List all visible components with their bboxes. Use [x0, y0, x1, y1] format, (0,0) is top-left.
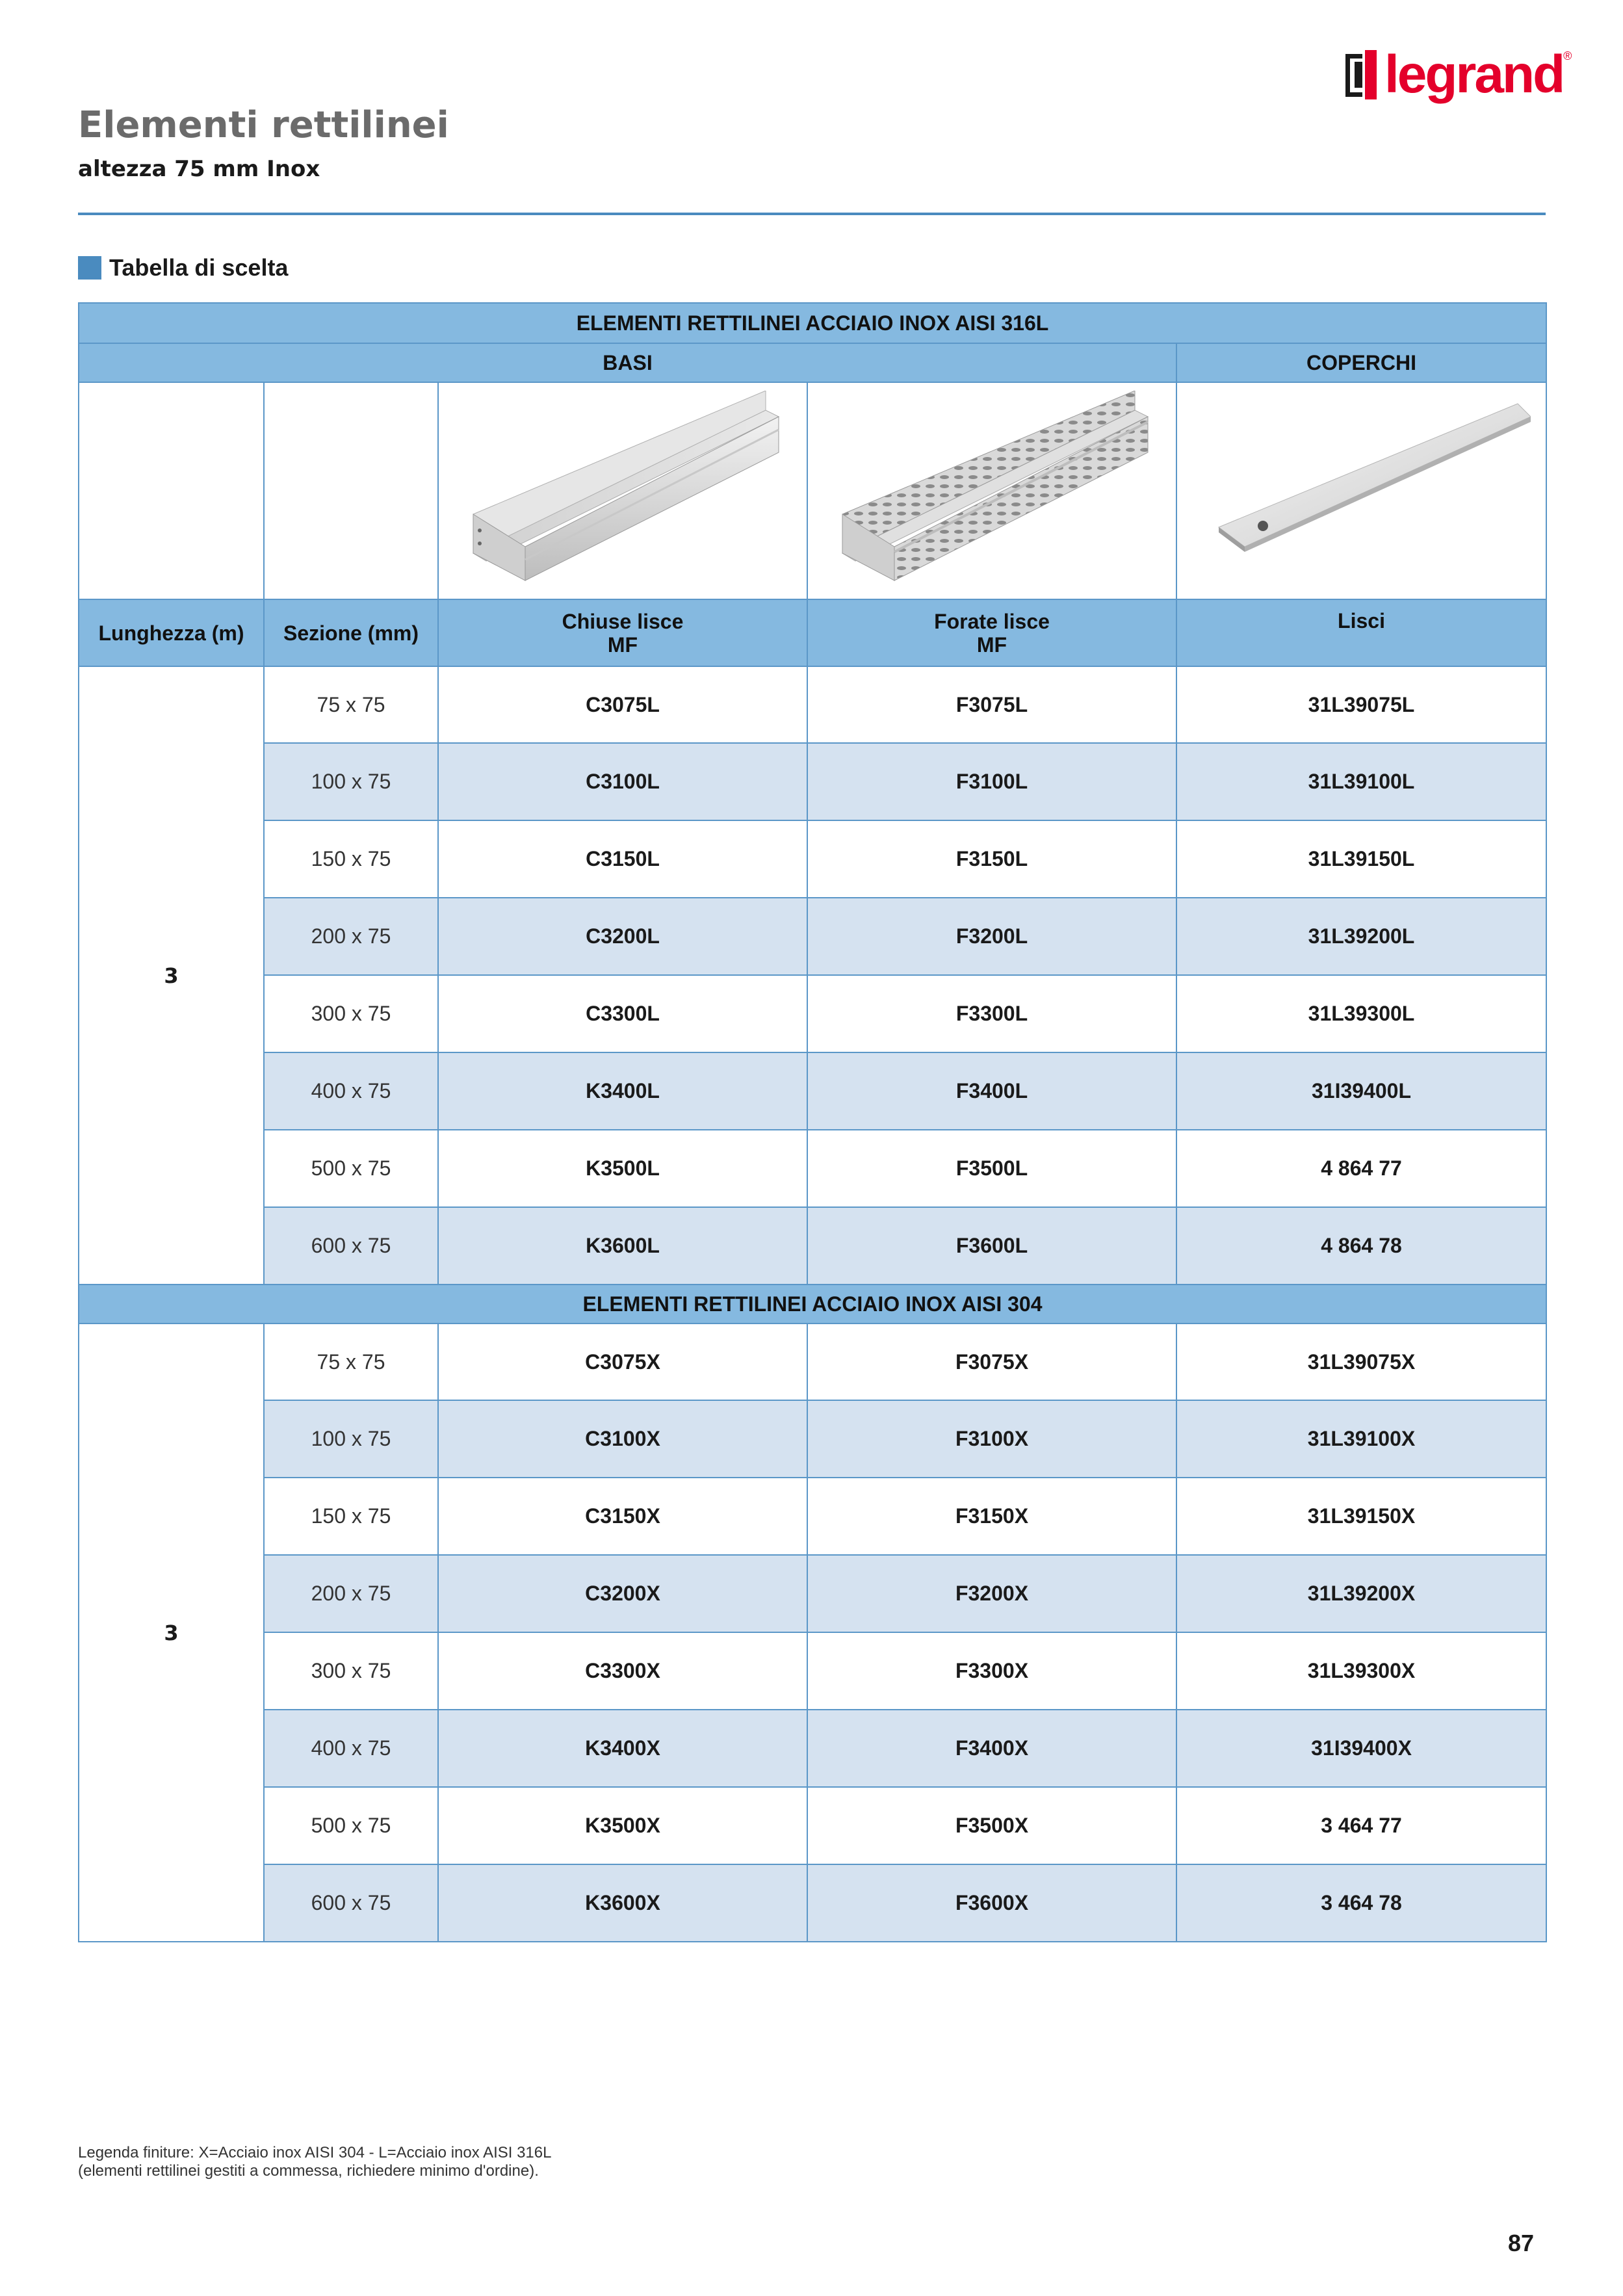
section-square-icon — [78, 256, 101, 280]
sezione-cell: 100 x 75 — [264, 743, 438, 820]
sezione-cell: 300 x 75 — [264, 1632, 438, 1710]
chiuse-code-cell: C3300L — [438, 975, 807, 1052]
forate-code-cell: F3100L — [807, 743, 1176, 820]
lisci-code-cell: 4 864 78 — [1176, 1207, 1546, 1285]
forate-code-cell: F3400X — [807, 1710, 1176, 1787]
chiuse-code-cell: C3200L — [438, 898, 807, 975]
section-label: Tabella di scelta — [109, 254, 289, 281]
table-row — [79, 1787, 1546, 1864]
lisci-code-cell: 31L39300X — [1176, 1632, 1546, 1710]
col-header-lisci: Lisci — [1176, 599, 1546, 666]
chiuse-code-cell: C3075X — [438, 1324, 807, 1400]
table-row — [79, 898, 1546, 975]
table-row — [79, 975, 1546, 1052]
lisci-code-cell: 3 464 77 — [1176, 1787, 1546, 1864]
sezione-cell: 500 x 75 — [264, 1787, 438, 1864]
chiuse-code-cell: K3600X — [438, 1864, 807, 1942]
lunghezza-cell: 3 — [79, 666, 264, 1285]
page-number: 87 — [1508, 2230, 1535, 2256]
sezione-cell: 200 x 75 — [264, 898, 438, 975]
sezione-cell: 600 x 75 — [264, 1207, 438, 1285]
sezione-cell: 300 x 75 — [264, 975, 438, 1052]
table-row — [79, 1052, 1546, 1130]
lisci-code-cell: 31L39300L — [1176, 975, 1546, 1052]
sezione-cell: 100 x 75 — [264, 1400, 438, 1478]
col-header-chiuse-lisce — [438, 599, 807, 666]
table-row — [79, 1632, 1546, 1710]
table-row — [79, 1400, 1546, 1478]
forate-code-cell: F3200L — [807, 898, 1176, 975]
forate-code-cell: F3600L — [807, 1207, 1176, 1285]
sezione-cell: 600 x 75 — [264, 1864, 438, 1942]
chiuse-code-cell: C3075L — [438, 666, 807, 743]
image-row-empty-cell — [264, 382, 438, 599]
sezione-cell: 75 x 75 — [264, 1324, 438, 1400]
lisci-code-cell: 4 864 77 — [1176, 1130, 1546, 1207]
chiuse-code-cell: K3500X — [438, 1787, 807, 1864]
closed-cable-tray-image — [454, 391, 792, 586]
forate-code-cell: F3150X — [807, 1478, 1176, 1555]
forate-code-cell: F3600X — [807, 1864, 1176, 1942]
chiuse-code-cell: K3400X — [438, 1710, 807, 1787]
chiuse-code-cell: C3150L — [438, 820, 807, 898]
selection-table — [78, 302, 1547, 1942]
forate-code-cell: F3400L — [807, 1052, 1176, 1130]
table-row — [79, 1207, 1546, 1285]
col-header-forate-line2: MF — [976, 633, 1007, 657]
perforated-tray-image — [807, 382, 1176, 599]
sezione-cell: 500 x 75 — [264, 1130, 438, 1207]
sezione-cell: 75 x 75 — [264, 666, 438, 743]
forate-code-cell: F3500L — [807, 1130, 1176, 1207]
coperchi-header: COPERCHI — [1176, 343, 1546, 382]
lisci-code-cell: 31L39075L — [1176, 666, 1546, 743]
brand-registered-mark: ® — [1563, 49, 1572, 62]
chiuse-code-cell: K3600L — [438, 1207, 807, 1285]
col-header-forate-line1: Forate lisce — [934, 609, 1050, 633]
chiuse-code-cell: C3200X — [438, 1555, 807, 1632]
chiuse-code-cell: C3150X — [438, 1478, 807, 1555]
page-subtitle: altezza 75 mm Inox — [78, 156, 320, 182]
section-heading — [78, 254, 288, 281]
legend-line-1: Legenda finiture: X=Acciaio inox AISI 304 - L=Acciaio inox AISI 316L — [78, 2144, 552, 2161]
perforated-cable-tray-image — [823, 391, 1161, 586]
lunghezza-cell: 3 — [79, 1324, 264, 1942]
table-row — [79, 1555, 1546, 1632]
group-title-304: ELEMENTI RETTILINEI ACCIAIO INOX AISI 304 — [79, 1285, 1546, 1324]
chiuse-code-cell: C3100L — [438, 743, 807, 820]
col-header-chiuse-line2: MF — [607, 633, 638, 657]
sezione-cell: 200 x 75 — [264, 1555, 438, 1632]
sezione-cell: 150 x 75 — [264, 1478, 438, 1555]
legend-line-2: (elementi rettilinei gestiti a commessa, richiedere minimo d'ordine). — [78, 2162, 539, 2180]
lisci-code-cell: 31L39150X — [1176, 1478, 1546, 1555]
sezione-cell: 150 x 75 — [264, 820, 438, 898]
lisci-code-cell: 31L39100X — [1176, 1400, 1546, 1478]
legrand-logo-mark-icon — [1345, 50, 1377, 99]
forate-code-cell: F3075X — [807, 1324, 1176, 1400]
chiuse-code-cell: K3400L — [438, 1052, 807, 1130]
lisci-code-cell: 31L39075X — [1176, 1324, 1546, 1400]
forate-code-cell: F3500X — [807, 1787, 1176, 1864]
header-divider — [78, 213, 1546, 215]
group-title-316l: ELEMENTI RETTILINEI ACCIAIO INOX AISI 316L — [79, 303, 1546, 343]
forate-code-cell: F3150L — [807, 820, 1176, 898]
image-row-empty-cell — [79, 382, 264, 599]
chiuse-code-cell: C3300X — [438, 1632, 807, 1710]
table-row — [79, 820, 1546, 898]
lisci-code-cell: 31I39400X — [1176, 1710, 1546, 1787]
sezione-cell: 400 x 75 — [264, 1710, 438, 1787]
lisci-code-cell: 3 464 78 — [1176, 1864, 1546, 1942]
col-header-sezione: Sezione (mm) — [264, 599, 438, 666]
forate-code-cell: F3100X — [807, 1400, 1176, 1478]
forate-code-cell: F3300X — [807, 1632, 1176, 1710]
lisci-code-cell: 31L39200X — [1176, 1555, 1546, 1632]
forate-code-cell: F3200X — [807, 1555, 1176, 1632]
table-row — [79, 1710, 1546, 1787]
lisci-code-cell: 31L39100L — [1176, 743, 1546, 820]
lisci-code-cell: 31L39150L — [1176, 820, 1546, 898]
table-row — [79, 743, 1546, 820]
basi-header: BASI — [79, 343, 1176, 382]
table-row — [79, 1130, 1546, 1207]
forate-code-cell: F3075L — [807, 666, 1176, 743]
lisci-code-cell: 31L39200L — [1176, 898, 1546, 975]
page-title: Elementi rettilinei — [78, 104, 449, 146]
col-header-forate-lisce — [807, 599, 1176, 666]
sezione-cell: 400 x 75 — [264, 1052, 438, 1130]
col-header-chiuse-line1: Chiuse lisce — [562, 609, 684, 633]
legend — [78, 2144, 551, 2180]
cover-image — [1176, 382, 1546, 599]
chiuse-code-cell: K3500L — [438, 1130, 807, 1207]
brand-name: legrand — [1384, 45, 1564, 104]
table-row — [79, 1478, 1546, 1555]
chiuse-code-cell: C3100X — [438, 1400, 807, 1478]
col-header-lunghezza: Lunghezza (m) — [79, 599, 264, 666]
lisci-code-cell: 31I39400L — [1176, 1052, 1546, 1130]
cable-tray-cover-image — [1193, 391, 1531, 586]
table-row — [79, 1864, 1546, 1942]
legrand-logo — [1345, 46, 1572, 104]
closed-tray-image — [438, 382, 807, 599]
forate-code-cell: F3300L — [807, 975, 1176, 1052]
